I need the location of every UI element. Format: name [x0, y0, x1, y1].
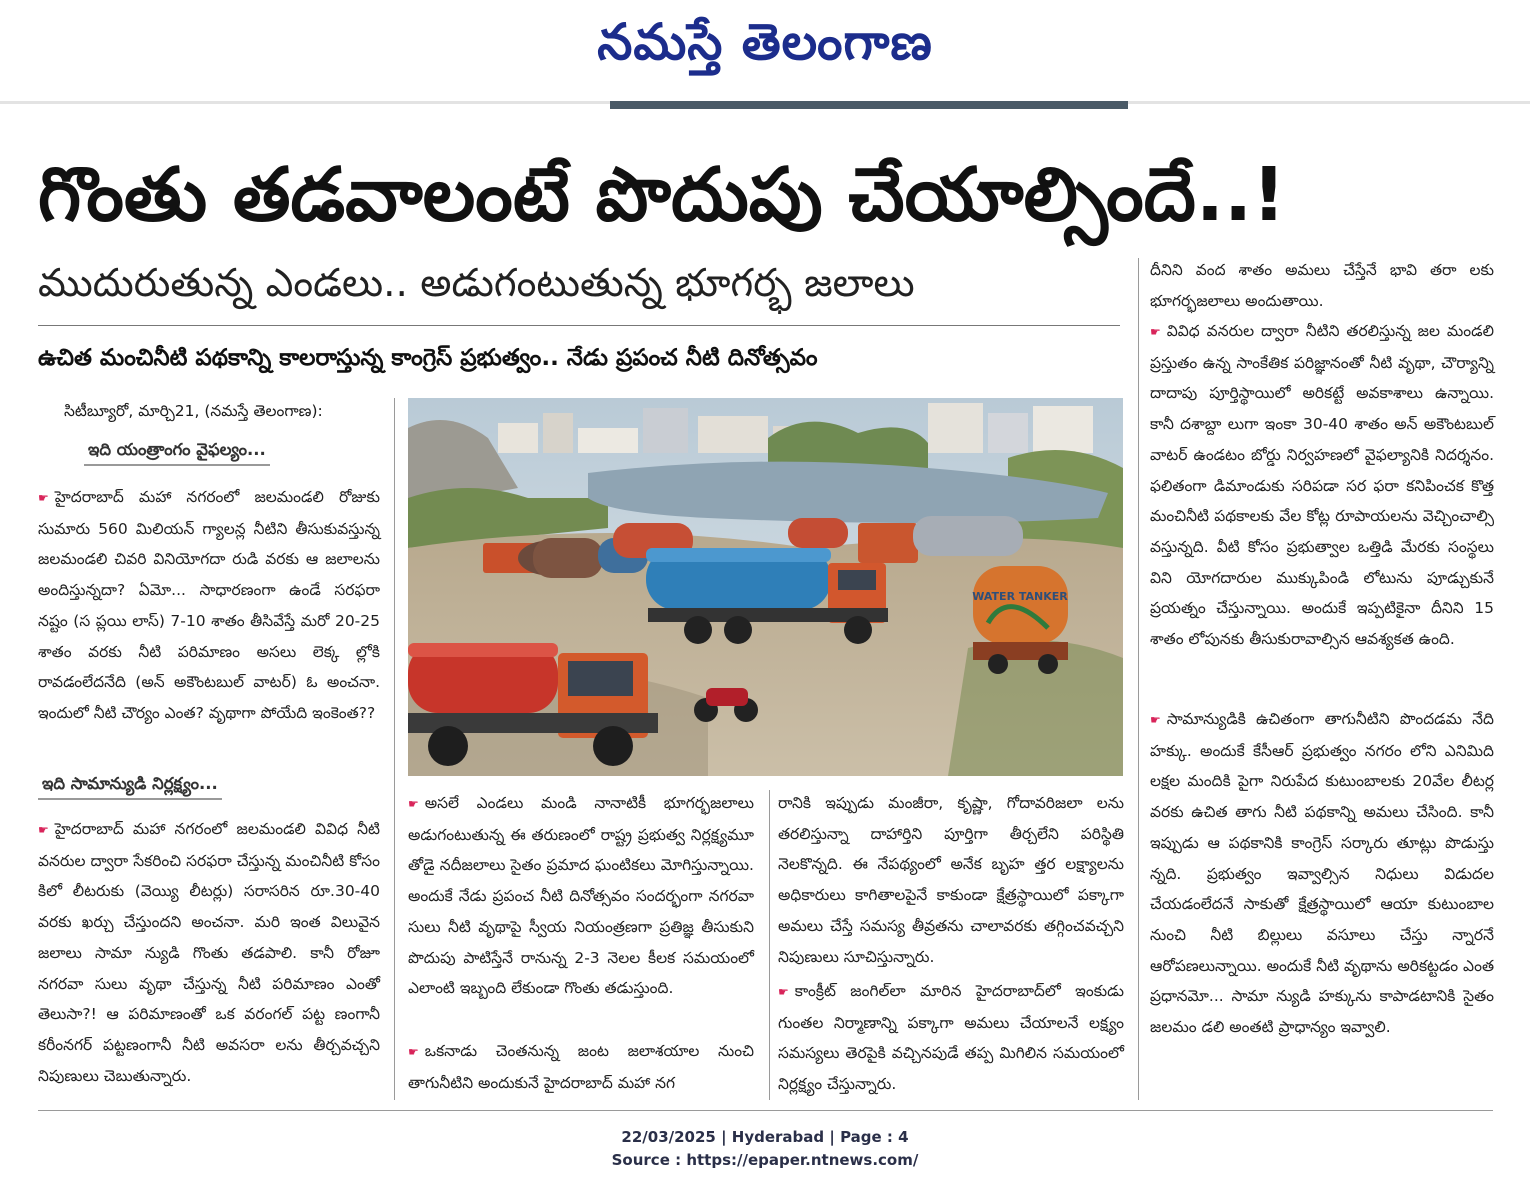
column-4-block-2: [1150, 704, 1494, 1100]
column-1-block-2-text: హైదరాబాద్ మహా నగరంలో జలమండలి వివిధ నీటి వనరుల ద్వారా సేకరించి సరఫరా చేస్తున్న మంచినీటి కోసం కిలో లీటరుకు (వెయ్యి లీటర్లు) సరాసరిన రూ.30-40 వరకు ఖర్చు చేస్తుందని అంచనా. మరి ఇంత విలువైన జలాలు సామా న్యుడి గొంతు తడపాలి. కానీ రోజూ నగరవా సులు వృథా చేస్తున్న నీటి పరిమాణం ఎంతో తెలుసా?! ఆ పరిమాణంతో ఒక వరంగల్ పట్ట ణంగానీ కరీంనగర్ పట్టణంగానీ నీటి అవసరా లను తీర్చవచ్చని నిపుణులు చెబుతున్నారు.: [38, 820, 380, 1085]
article-kicker: ఉచిత మంచినీటి పథకాన్ని కాలరాస్తున్న కాంగ్రెస్ ప్రభుత్వం.. నేడు ప్రపంచ నీటి దినోత్సవం: [38, 345, 818, 371]
masthead-rule-accent: [610, 101, 1128, 109]
column-3-block-1: [778, 788, 1124, 978]
tanker-label: WATER TANKER: [972, 590, 1068, 603]
article-headline: గొంతు తడవాలంటే పొదుపు చేయాల్సిందే..!: [38, 152, 1286, 238]
bullet-icon: ☛: [408, 1045, 419, 1059]
newspaper-logo: నమస్తే తెలంగాణ: [597, 13, 933, 71]
column-2-block-1: [408, 788, 754, 1038]
column-3-block-1-text: రానికి ఇప్పుడు మంజీరా, కృష్ణా, గోదావరిజలా లను తరలిస్తున్నా దాహార్తిని పూర్తిగా తీర్చలేని పరిస్థితి నెలకొన్నది. ఈ నేపథ్యంలో అనేక బృహ త్తర లక్ష్యాలను అధికారులు కాగితాలపైనే కాకుండా క్షేత్రస్థాయిలో పక్కాగా అమలు చేస్తే సమస్య తీవ్రతను చాలావరకు తగ్గించవచ్చని నిపుణులు సూచిస్తున్నారు.: [778, 794, 1124, 966]
bullet-icon: ☛: [1150, 325, 1161, 339]
bullet-icon: ☛: [778, 985, 789, 999]
bottom-rule: [38, 1110, 1493, 1111]
column-4-block-1-text: వివిధ వనరుల ద్వారా నీటిని తరలిస్తున్న జల మండలి ప్రస్తుతం ఉన్న సాంకేతిక పరిజ్ఞానంతో నీటి వృథా, చౌర్యాన్ని దాదాపు పూర్తిస్థాయిలో అరికట్టే అవకాశాలు ఉన్నాయి. కానీ దశాబ్దా లుగా ఇంకా 30-40 శాతం అన్ అకౌంటబుల్ వాటర్ ఉండటం బోర్డు నిర్వహణలో వైఫల్యానికి నిదర్శనం. ఫలితంగా డిమాండుకు సరిపడా సర ఫరా కనిపించక కొత్త మంచినీటి పథకాలకు వేల కోట్ల రూపాయలను వెచ్చించాల్సి వస్తున్నది. వీటి కోసం ప్రభుత్వాల ఒత్తిడి మేరకు సంస్థలు విని యోగదారుల ముక్కుపిండి లోటును పూడ్చుకునే ప్రయత్నం చేస్తున్నాయి. అందుకే ఇప్పటికైనా దీనిని 15 శాతం లోపునకు తీసుకురావాల్సిన ఆవశ్యకత ఉంది.: [1150, 322, 1494, 649]
subhead-rule: [38, 325, 1120, 326]
column-1-block-2: [38, 814, 380, 1099]
section-heading-common-neglect: ఇది సామాన్యుడి నిర్లక్ష్యం...: [38, 770, 222, 800]
column-divider: [394, 398, 395, 1100]
dateline: సిటీబ్యూరో, మార్చి21, (నమస్తే తెలంగాణ):: [64, 402, 323, 420]
column-4-block-2-text: సామాన్యుడికి ఉచితంగా తాగునీటిని పొందడమ నేది హక్కు. అందుకే కేసీఆర్ ప్రభుత్వం నగరం లోని ఎనిమిది లక్షల మందికి పైగా నిరుపేద కుటుంబాలకు 20వేల లీటర్ల వరకు ఉచిత తాగు నీటి పథకాన్ని అమలు చేసింది. కానీ ఇప్పుడు ఆ పథకానికి కాంగ్రెస్ సర్కారు తూట్లు పొడుస్తు న్నది. ప్రభుత్వం ఇవ్వాల్సిన నిధులు విడుదల చేయడంలేదనే సాకుతో క్షేత్రస్థాయిలో ఆయా కుటుంబాల నుంచి నీటి బిల్లులు వసూలు చేస్తు న్నారనే ఆరోపణలున్నాయి. అందుకే నీటి వృథాను అరికట్టడం ఎంత ప్రధానమో... సామా న్యుడి హక్కును కాపాడటానికి సైతం జలమం డలి అంతటి ప్రాధాన్యం ఇవ్వాలి.: [1150, 710, 1494, 1037]
column-1-block-1-text: హైదరాబాద్ మహా నగరంలో జలమండలి రోజుకు సుమారు 560 మిలియన్ గ్యాలన్ల నీటిని తీసుకువస్తున్న జలమండలి చివరి వినియోగదా రుడి వరకు ఆ జలాలను అందిస్తున్నదా? ఏమో... సాధారణంగా ఉండే సరఫరా నష్టం (స ప్లయి లాస్) 7-10 శాతం తీసివేస్తే మరో 20-25 శాతం వరకు నీటి పరిమాణం అసలు లెక్క ల్లోకి రావడంలేదనేది (అన్ అకౌంటబుల్ వాటర్) ఓ అంచనా. ఇందులో నీటి చౌర్యం ఎంత? వృథాగా పోయేది ఇంకెంత??: [38, 488, 380, 722]
bullet-icon: ☛: [38, 491, 49, 505]
article-subheadline: ముదురుతున్న ఎండలు.. అడుగంటుతున్న భూగర్భ జలాలు: [38, 261, 915, 306]
section-heading-system-failure: ఇది యంత్రాంగం వైఫల్యం...: [84, 436, 270, 466]
column-3-block-2-text: కాంక్రీట్ జంగిల్‌లా మారిన హైదరాబాద్‌లో ఇంకుడు గుంతల నిర్మాణాన్ని పక్కాగా అమలు చేయాలనే లక్ష్యం సమస్యలు తెరపైకి వచ్చినపుడే తప్ప మిగిలిన సమయంలో నిర్లక్ష్యం చేస్తున్నారు.: [778, 982, 1124, 1094]
column-divider: [769, 790, 770, 1100]
column-4-block-1: [1150, 316, 1494, 706]
bullet-icon: ☛: [1150, 713, 1161, 727]
water-tankers-illustration: [408, 398, 1123, 776]
bullet-icon: ☛: [408, 797, 419, 811]
column-divider: [1138, 258, 1139, 1100]
column-2-block-2-text: ఒకనాడు చెంతనున్న జంట జలాశయాల నుంచి తాగునీటిని అందుకునే హైదరాబాద్ మహా నగ: [408, 1042, 754, 1092]
masthead: [0, 0, 1530, 80]
column-3-block-2: [778, 976, 1124, 1098]
footer-date-edition: 22/03/2025 | Hyderabad | Page : 4: [621, 1128, 909, 1146]
column-4-block-0: [1150, 255, 1494, 317]
column-1-block-1: [38, 482, 380, 767]
footer-source: Source : https://epaper.ntnews.com/: [611, 1151, 919, 1169]
column-2-block-2: [408, 1036, 754, 1098]
column-2-block-1-text: అసలే ఎండలు మండి నానాటికీ భూగర్భజలాలు అడుగంటుతున్న ఈ తరుణంలో రాష్ట్ర ప్రభుత్వ నిర్లక్ష్యమూ తోడై నదీజలాలు సైతం ప్రమాద ఘంటికలు మోగిస్తున్నాయి. అందుకే నేడు ప్రపంచ నీటి దినోత్సవం సందర్భంగా నగరవా సులు నీటి వృథాపై స్వీయ నియంత్రణగా ప్రతిజ్ఞ తీసుకుని పొదుపు పాటిస్తేనే రానున్న 2-3 నెలల కీలక సమయంలో ఎలాంటి ఇబ్బంది లేకుండా గొంతు తడుస్తుంది.: [408, 794, 754, 998]
article-photo-water-tankers: [408, 398, 1123, 776]
page-footer: [0, 1126, 1530, 1172]
column-4-block-0-text: దీనిని వంద శాతం అమలు చేస్తేనే భావి తరా లకు భూగర్భజలాలు అందుతాయి.: [1150, 261, 1494, 310]
bullet-icon: ☛: [38, 823, 49, 837]
